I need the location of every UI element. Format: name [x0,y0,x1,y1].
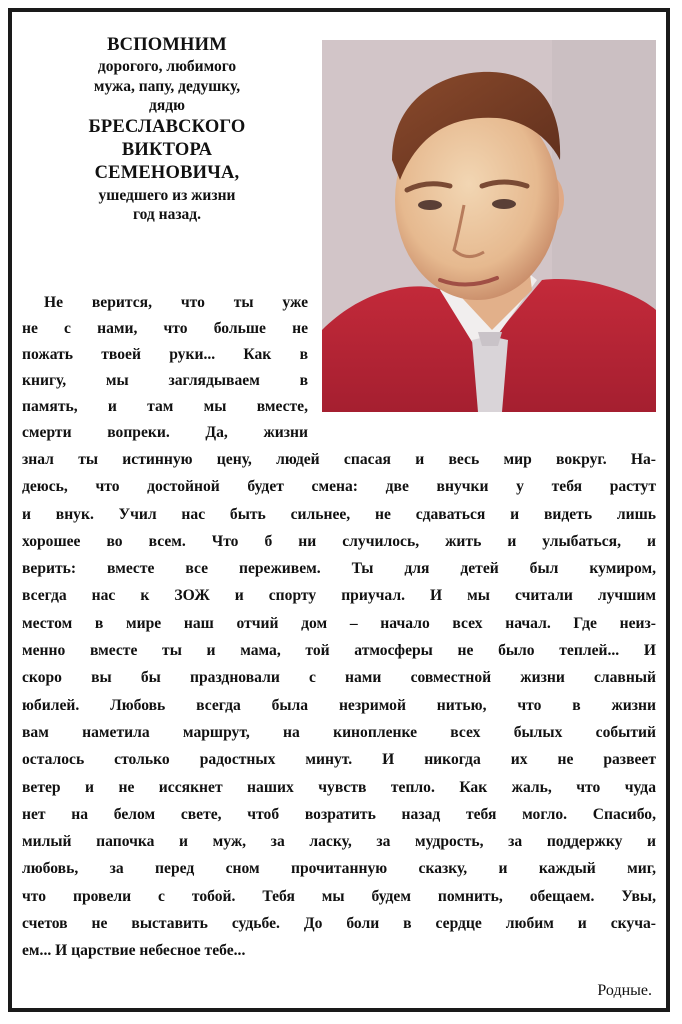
text-line: нет на белом свете, чтоб возратить назад тебя могло. Спасибо, [22,805,656,823]
heading-name-line: ВИКТОРА [121,140,213,161]
heading-line: мужа, папу, дедушку, [93,77,241,95]
text-line: вам наметила маршрут, на кинопленке всех былых событий [22,723,656,741]
heading-name-line: БРЕСЛАВСКОГО [88,116,246,137]
text-line: память, и там мы вместе, [22,397,308,415]
text-line: любовь, за перед сном прочитанную сказку, и каждый миг, [22,860,656,878]
text-line: деюсь, что достойной будет смена: две внучки у тебя растут [22,478,656,496]
signature: Родные. [597,982,652,999]
text-line: ем... И царствие небесное тебе... [22,942,246,960]
text-line: осталось столько радостных минут. И никогда их не развеет [22,751,656,769]
text-line: не с нами, что больше не [22,319,308,337]
text-line: что провели с тобой. Тебя мы будем помнить, обещаем. Увы, [22,887,656,905]
text-line: скоро вы бы праздновали с нами совместной жизни славный [22,669,656,687]
text-line: юбилей. Любовь всегда была незримой нитью, что в жизни [22,696,656,714]
memorial-heading [22,34,312,225]
heading-line: ВСПОМНИМ [107,35,227,55]
text-line: ветер и не иссякнет наших чувств тепло. Как жаль, что чуда [22,778,656,796]
heading-line: год назад. [132,206,202,224]
text-line: менно вместе ты и мама, той атмосферы не было теплей... И [22,642,656,660]
body-text-left [22,290,308,445]
text-line: местом в мире наш отчий дом – начало всех начал. Где неиз- [22,614,656,632]
text-line: всегда нас к ЗОЖ и спорту приучал. И мы считали лучшим [22,587,656,605]
text-line: Не верится, что ты уже [44,294,308,311]
heading-line: дядю [149,97,185,115]
text-line: книгу, мы заглядываем в [22,371,308,389]
text-line: пожать твоей руки... Как в [22,345,308,363]
body-text-full [22,446,656,965]
text-line: знал ты истинную цену, людей спасая и весь мир вокруг. На- [22,451,656,468]
text-line: милый папочка и муж, за ласку, за мудрость, за поддержку и [22,833,656,851]
text-line: счетов не выставить судьбе. До боли в сердце любим и скуча- [22,915,656,933]
portrait-icon [322,40,656,412]
text-line: верить: вместе все переживем. Ты для детей был кумиром, [22,560,656,578]
text-line: хорошее во всем. Что б ни случилось, жить и улыбаться, и [22,532,656,550]
heading-line: ушедшего из жизни [98,186,236,204]
text-line: смерти вопреки. Да, жизни [22,423,308,441]
portrait-photo [322,40,656,412]
heading-name-line: СЕМЕНОВИЧА, [94,163,240,184]
heading-line: дорогого, любимого [97,58,237,76]
text-line: и внук. Учил нас быть сильнее, не сдаваться и видеть лишь [22,505,656,523]
